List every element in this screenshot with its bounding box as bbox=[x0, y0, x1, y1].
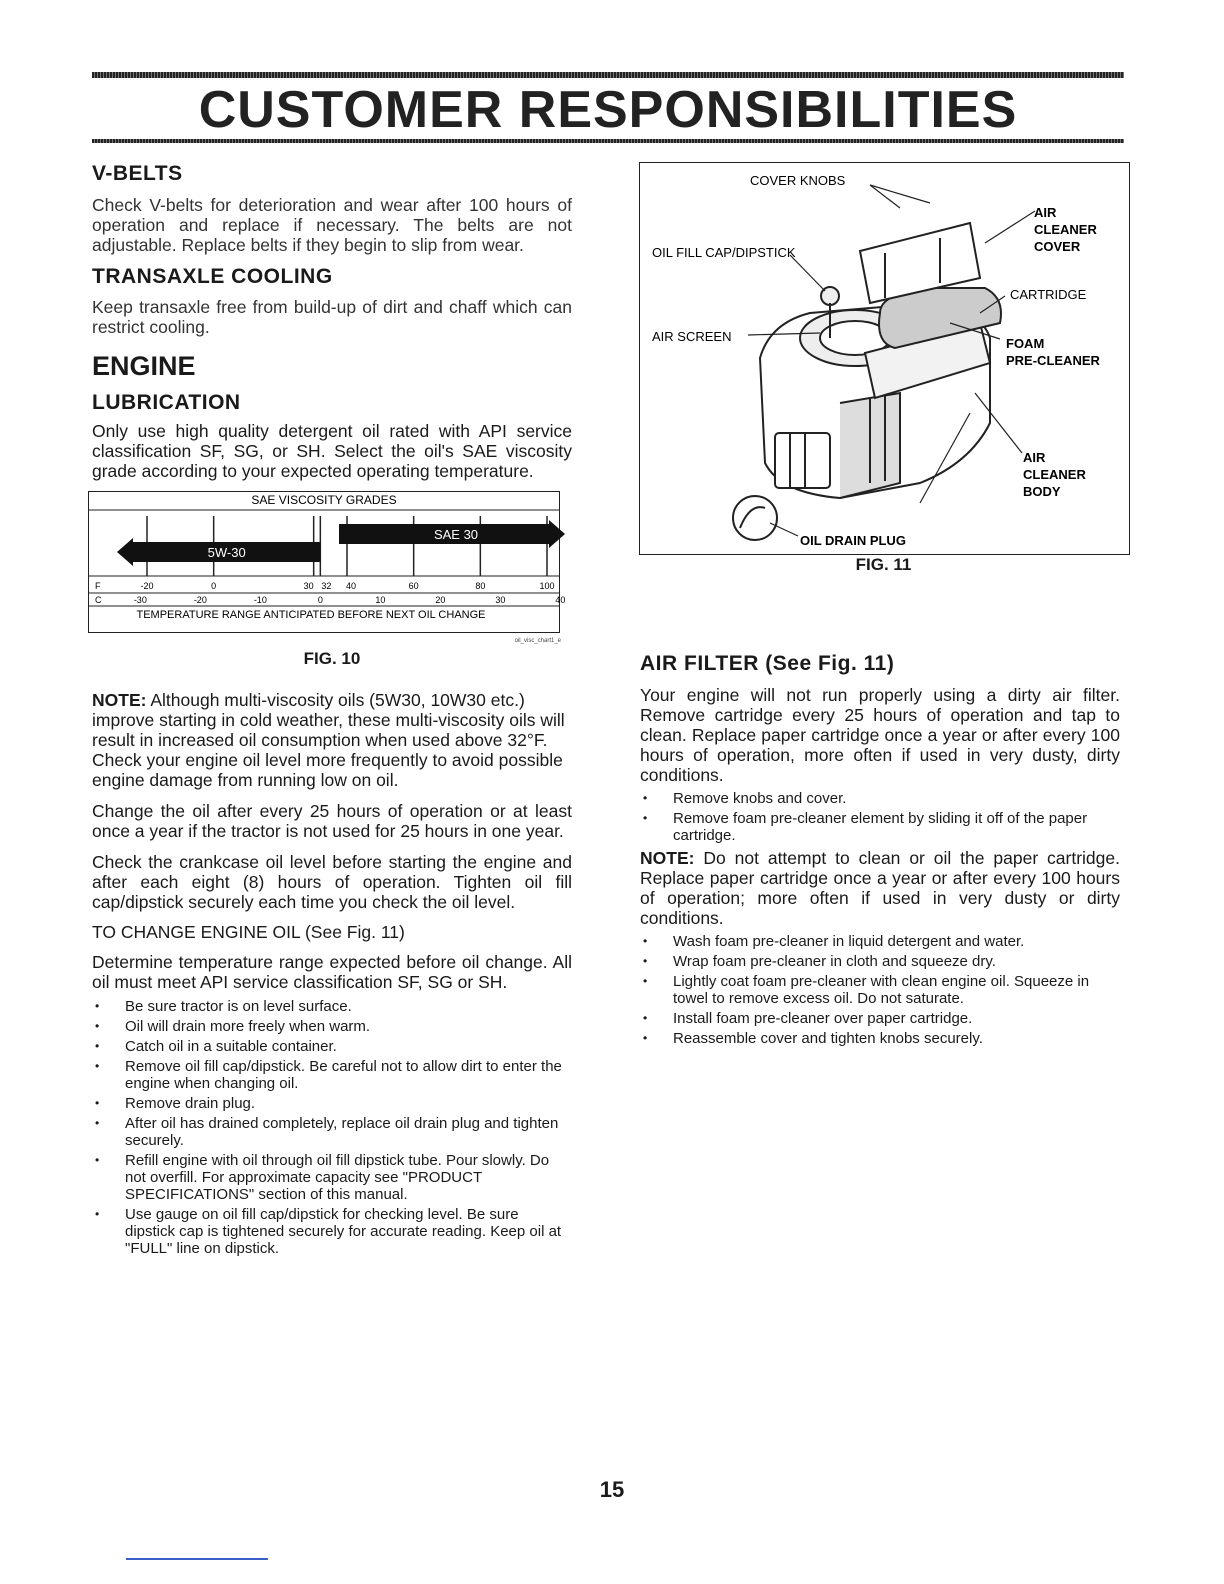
c-tick-label: 40 bbox=[555, 595, 566, 605]
page-number: 15 bbox=[599, 1477, 625, 1502]
list-item: • Be sure tractor is on level surface. bbox=[92, 998, 572, 1015]
list-item: • Remove drain plug. bbox=[92, 1095, 572, 1112]
c-tick-label: 30 bbox=[495, 595, 506, 605]
c-tick-label: 10 bbox=[375, 595, 386, 605]
chart-title: SAE VISCOSITY GRADES bbox=[251, 493, 397, 507]
f-tick-label: 100 bbox=[539, 581, 555, 591]
lubrication-heading: LUBRICATION bbox=[92, 391, 241, 414]
f-tick-label: 32 bbox=[321, 581, 332, 591]
right-column bbox=[640, 652, 1120, 1050]
fig10-caption: FIG. 10 bbox=[303, 649, 361, 668]
c-tick-label: 20 bbox=[435, 595, 446, 605]
label-cartridge: CARTRIDGE bbox=[1010, 287, 1087, 302]
list-item: • Remove knobs and cover. bbox=[640, 790, 1120, 807]
chart-xlabel: TEMPERATURE RANGE ANTICIPATED BEFORE NEXT OIL CHANGE bbox=[136, 609, 486, 621]
c-tick-label: -20 bbox=[193, 595, 207, 605]
label-oil-drain: OIL DRAIN PLUG bbox=[800, 533, 906, 548]
transaxle-heading: TRANSAXLE COOLING bbox=[92, 265, 333, 288]
para-determine: Determine temperature range expected before oil change. All oil must meet API service classification SF, SG or SH. bbox=[92, 952, 572, 992]
list-item: • Lightly coat foam pre-cleaner with clean engine oil. Squeeze in towel to remove excess oil. Do not saturate. bbox=[640, 973, 1120, 1007]
list-item: • Wrap foam pre-cleaner in cloth and squeeze dry. bbox=[640, 953, 1120, 970]
fig11-caption: FIG. 11 bbox=[855, 555, 912, 574]
fig11-engine-diagram bbox=[639, 162, 1130, 555]
air-filter-note bbox=[640, 848, 1120, 928]
f-tick-label: 60 bbox=[408, 581, 419, 591]
para-change-oil: Change the oil after every 25 hours of operation or at least once a year if the tractor is not used for 25 hours in one year. bbox=[92, 801, 572, 841]
chart-annotation: oil_visc_chart1_e bbox=[514, 638, 561, 644]
list-item: • After oil has drained completely, replace oil drain plug and tighten securely. bbox=[92, 1115, 572, 1149]
c-tick-label: -30 bbox=[133, 595, 147, 605]
list-item: • Install foam pre-cleaner over paper cartridge. bbox=[640, 1010, 1120, 1027]
left-column bbox=[92, 160, 572, 1260]
label-cover-knobs: COVER KNOBS bbox=[750, 173, 846, 188]
label-air-cleaner-body-2: CLEANER bbox=[1023, 467, 1086, 482]
note1 bbox=[92, 690, 572, 790]
header-rule-top bbox=[92, 72, 1124, 78]
label-air-cleaner-cover-1: AIR bbox=[1034, 205, 1057, 220]
c-tick-label: 0 bbox=[317, 595, 323, 605]
list-item: • Refill engine with oil through oil fill dipstick tube. Pour slowly. Do not overfill. For approximate capacity see "PRODUCT SPECIFICATIONS" section of this manual. bbox=[92, 1152, 572, 1203]
air-filter-steps-2 bbox=[640, 933, 1120, 1047]
page-title: CUSTOMER RESPONSIBILITIES bbox=[198, 81, 1018, 139]
bar-label-sae30: SAE 30 bbox=[433, 527, 479, 542]
air-filter-text: Your engine will not run properly using a dirty air filter. Remove cartridge every 25 hours of operation and tap to clean. Replace paper cartridge once a year or after every 100 hours of operation, more often if used in very dusty, dirty conditions. bbox=[640, 685, 1120, 785]
engine-illustration bbox=[640, 163, 1129, 554]
engine-heading: ENGINE bbox=[92, 351, 196, 381]
to-change-heading: TO CHANGE ENGINE OIL (See Fig. 11) bbox=[92, 922, 405, 942]
vbelts-text: Check V-belts for deterioration and wear after 100 hours of operation and replace if necessary. The belts are not adjustable. Replace belts if they begin to slip from wear. bbox=[92, 195, 572, 255]
header-rule-bottom bbox=[92, 139, 1124, 143]
vbelts-heading: V-BELTS bbox=[92, 162, 183, 185]
air-filter-steps-1 bbox=[640, 790, 1120, 844]
f-axis-label: F bbox=[95, 581, 101, 591]
label-foam-2: PRE-CLEANER bbox=[1006, 353, 1100, 368]
air-filter-heading: AIR FILTER (See Fig. 11) bbox=[640, 652, 895, 675]
list-item: • Remove oil fill cap/dipstick. Be careful not to allow dirt to enter the engine when changing oil. bbox=[92, 1058, 572, 1092]
label-foam-1: FOAM bbox=[1006, 336, 1045, 351]
list-item: • Oil will drain more freely when warm. bbox=[92, 1018, 572, 1035]
f-tick-label: 40 bbox=[345, 581, 357, 591]
c-tick-label: -10 bbox=[253, 595, 267, 605]
label-air-cleaner-cover-3: COVER bbox=[1034, 239, 1081, 254]
bar-label-5w30: 5W-30 bbox=[207, 545, 246, 560]
list-item: • Use gauge on oil fill cap/dipstick for checking level. Be sure dipstick cap is tightened securely for accurate reading. Keep oil at "FULL" line on dipstick. bbox=[92, 1206, 572, 1257]
sae-viscosity-chart bbox=[88, 491, 566, 644]
list-item: • Wash foam pre-cleaner in liquid detergent and water. bbox=[640, 933, 1120, 950]
f-tick-label: 0 bbox=[211, 581, 217, 591]
note1-text: Although multi-viscosity oils (5W30, 10W30 etc.) improve starting in cold weather, these multi-viscosity oils will result in increased oil consumption when used above 32°F. Check your engine oil level more frequently to avoid possible engine damage from running low on oil. bbox=[92, 690, 565, 790]
footer-line bbox=[126, 1558, 268, 1560]
transaxle-text: Keep transaxle free from build-up of dirt and chaff which can restrict cooling. bbox=[92, 297, 572, 337]
lubrication-text: Only use high quality detergent oil rated with API service classification SF, SG, or SH. Select the oil's SAE viscosity grade according to your expected operating temperature. bbox=[92, 421, 572, 481]
air-filter-note-label: NOTE: bbox=[640, 848, 695, 868]
list-item: • Remove foam pre-cleaner element by sliding it off of the paper cartridge. bbox=[640, 810, 1120, 844]
air-filter-note-text: Do not attempt to clean or oil the paper cartridge. Replace paper cartridge once a year or after every 100 hours of operation; more often if used in very dusty or dirty conditions. bbox=[640, 848, 1120, 928]
list-item: • Catch oil in a suitable container. bbox=[92, 1038, 572, 1055]
label-oil-fill: OIL FILL CAP/DIPSTICK bbox=[652, 245, 796, 260]
label-air-cleaner-body-1: AIR bbox=[1023, 450, 1046, 465]
label-air-cleaner-body-3: BODY bbox=[1023, 484, 1061, 499]
sae-chart-svg bbox=[89, 492, 566, 632]
oil-change-steps bbox=[92, 998, 572, 1257]
f-tick-label: 30 bbox=[303, 581, 314, 591]
c-axis-label: C bbox=[95, 595, 102, 605]
list-item: • Reassemble cover and tighten knobs securely. bbox=[640, 1030, 1120, 1047]
note1-label: NOTE: bbox=[92, 690, 147, 710]
label-air-screen: AIR SCREEN bbox=[652, 329, 732, 344]
f-tick-label: 80 bbox=[475, 581, 486, 591]
para-check-oil: Check the crankcase oil level before starting the engine and after each eight (8) hours of operation. Tighten oil fill cap/dipstick securely each time you check the oil level. bbox=[92, 852, 572, 912]
f-tick-label: -20 bbox=[140, 581, 154, 591]
label-air-cleaner-cover-2: CLEANER bbox=[1034, 222, 1097, 237]
